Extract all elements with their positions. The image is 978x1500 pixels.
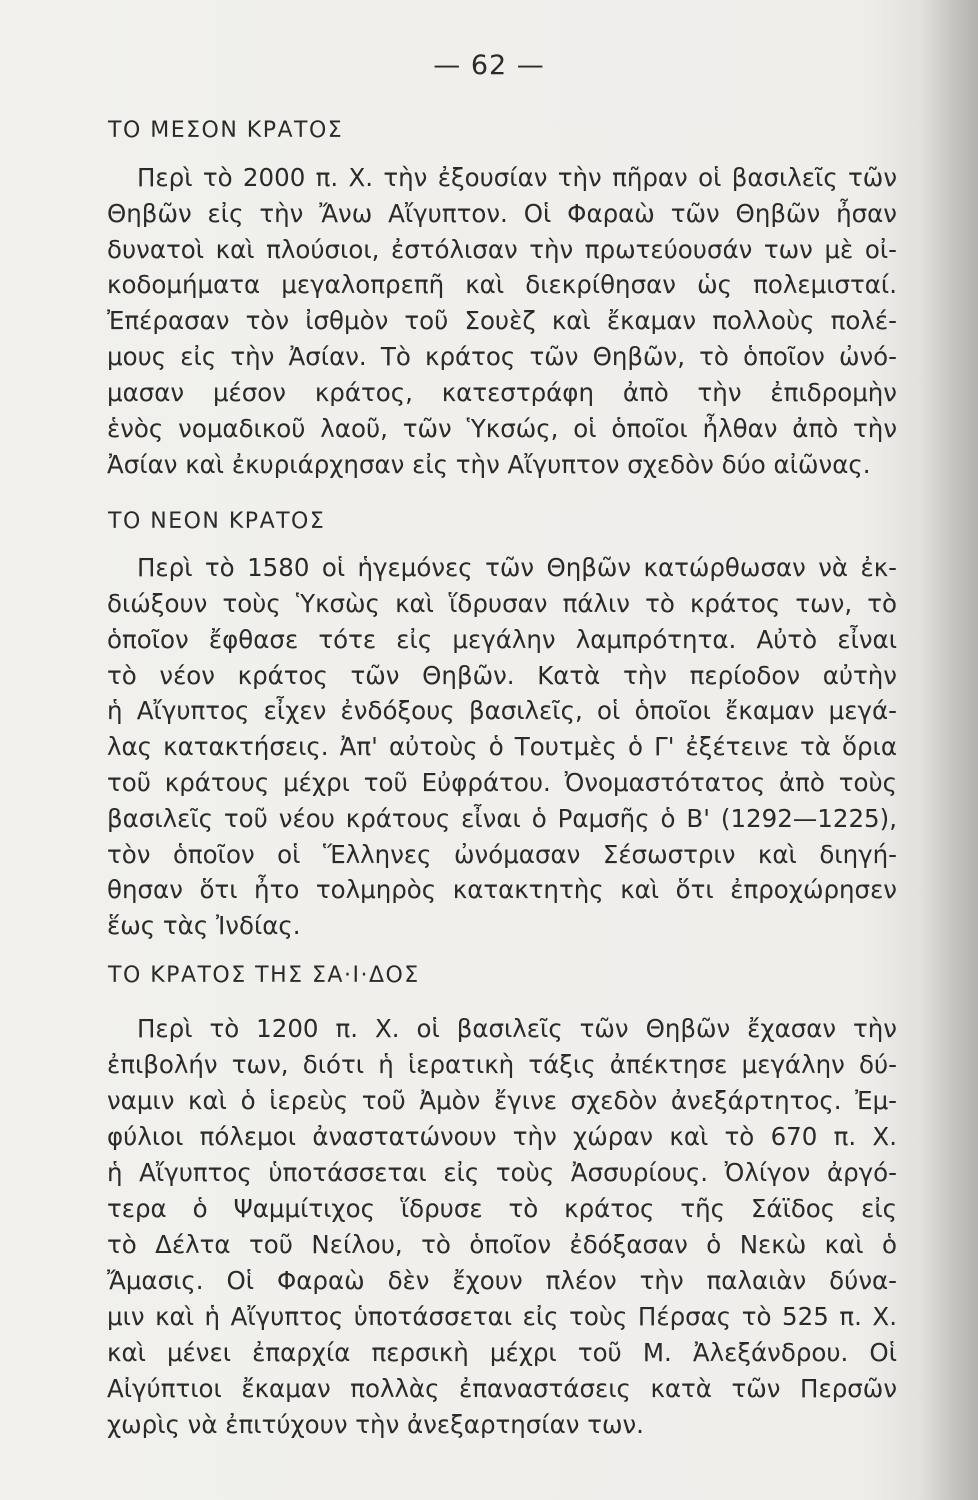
text-line: Περὶ τὸ 1200 π. Χ. οἱ βασιλεῖς τῶν Θηβῶν ἔχασαν τὴν bbox=[137, 1014, 897, 1043]
text-line: τοῦ κράτους μέχρι τοῦ Εὐφράτου. Ὀνομαστότατος ἀπὸ τοὺς bbox=[107, 768, 897, 797]
section-heading: ΤΟ ΚΡΑΤΟΣ ΤΗΣ ΣΑ·Ι·ΔΟΣ bbox=[108, 963, 420, 988]
section-heading: ΤΟ ΜΕΣΟΝ ΚΡΑΤΟΣ bbox=[108, 118, 344, 143]
text-line: ἐπιβολήν των, διότι ἡ ἱερατικὴ τάξις ἀπέκτησε μεγάλην δύ- bbox=[107, 1050, 897, 1079]
text-line: χωρὶς νὰ ἐπιτύχουν τὴν ἀνεξαρτησίαν των. bbox=[107, 1410, 644, 1439]
text-line: θησαν ὅτι ἦτο τολμηρὸς κατακτητὴς καὶ ὅτι ἐπροχώρησεν bbox=[107, 875, 897, 904]
text-line: τὸν ὁποῖον οἱ Ἕλληνες ὠνόμασαν Σέσωστριν καὶ διηγή- bbox=[107, 840, 897, 869]
text-line: μιν καὶ ἡ Αἴγυπτος ὑποτάσσεται εἰς τοὺς Πέρσας τὸ 525 π. Χ. bbox=[107, 1302, 897, 1331]
text-line: μασαν μέσον κράτος, κατεστράφη ἀπὸ τὴν ἐπιδρομὴν bbox=[107, 378, 897, 407]
text-line: ἡ Αἴγυπτος εἶχεν ἐνδόξους βασιλεῖς, οἱ ὁποῖοι ἔκαμαν μεγά- bbox=[107, 696, 897, 725]
text-line: Ἀσίαν καὶ ἐκυριάρχησαν εἰς τὴν Αἴγυπτον σχεδὸν δύο αἰῶνας. bbox=[107, 450, 871, 479]
section-heading: ΤΟ ΝΕΟΝ ΚΡΑΤΟΣ bbox=[108, 509, 326, 534]
text-line: ἕως τὰς Ἰνδίας. bbox=[107, 911, 301, 940]
text-line: τὸ Δέλτα τοῦ Νείλου, τὸ ὁποῖον ἐδόξασαν ὁ Νεκὼ καὶ ὁ bbox=[107, 1230, 897, 1259]
text-line: Ἐπέρασαν τὸν ἰσθμὸν τοῦ Σουὲζ καὶ ἔκαμαν πολλοὺς πολέ- bbox=[107, 306, 897, 335]
text-line: ναμιν καὶ ὁ ἱερεὺς τοῦ Ἀμὸν ἔγινε σχεδὸν ἀνεξάρτητος. Ἐμ- bbox=[107, 1086, 897, 1115]
text-line: Θηβῶν εἰς τὴν Ἄνω Αἴγυπτον. Οἱ Φαραὼ τῶν Θηβῶν ἦσαν bbox=[107, 199, 897, 228]
text-line: ἑνὸς νομαδικοῦ λαοῦ, τῶν Ὑκσώς, οἱ ὁποῖοι ἦλθαν ἀπὸ τὴν bbox=[107, 414, 897, 443]
text-line: διώξουν τοὺς Ὑκσὼς καὶ ἵδρυσαν πάλιν τὸ κράτος των, τὸ bbox=[107, 589, 897, 618]
text-line: κοδομήματα μεγαλοπρεπῆ καὶ διεκρίθησαν ὡς πολεμισταί. bbox=[107, 270, 897, 299]
text-line: φύλιοι πόλεμοι ἀναστατώνουν τὴν χώραν καὶ τὸ 670 π. Χ. bbox=[107, 1122, 897, 1151]
text-line: μους εἰς τὴν Ἀσίαν. Τὸ κράτος τῶν Θηβῶν, τὸ ὁποῖον ὠνό- bbox=[107, 342, 897, 371]
text-line: βασιλεῖς τοῦ νέου κράτους εἶναι ὁ Ραμσῆς ὁ Β' (1292—1225), bbox=[107, 804, 897, 833]
text-line: τὸ νέον κράτος τῶν Θηβῶν. Κατὰ τὴν περίοδον αὐτὴν bbox=[107, 661, 897, 690]
text-line: Περὶ τὸ 1580 οἱ ἡγεμόνες τῶν Θηβῶν κατώρθωσαν νὰ ἐκ- bbox=[137, 553, 897, 582]
text-line: καὶ μένει ἐπαρχία περσικὴ μέχρι τοῦ Μ. Ἀλεξάνδρου. Οἱ bbox=[107, 1338, 897, 1367]
text-line: ἡ Αἴγυπτος ὑποτάσσεται εἰς τοὺς Ἀσσυρίους. Ὀλίγον ἀργό- bbox=[107, 1158, 897, 1187]
text-line: Περὶ τὸ 2000 π. Χ. τὴν ἐξουσίαν τὴν πῆραν οἱ βασιλεῖς τῶν bbox=[137, 163, 897, 192]
page-number: — 62 — bbox=[433, 50, 545, 81]
text-line: Ἄμασις. Οἱ Φαραὼ δὲν ἔχουν πλέον τὴν παλαιὰν δύνα- bbox=[107, 1266, 897, 1295]
text-line: Αἰγύπτιοι ἔκαμαν πολλὰς ἐπαναστάσεις κατὰ τῶν Περσῶν bbox=[107, 1374, 897, 1403]
text-line: τερα ὁ Ψαμμίτιχος ἵδρυσε τὸ κράτος τῆς Σάϊδος εἰς bbox=[107, 1194, 897, 1223]
text-line: ὁποῖον ἔφθασε τότε εἰς μεγάλην λαμπρότητα. Αὐτὸ εἶναι bbox=[107, 625, 897, 654]
text-line: δυνατοὶ καὶ πλούσιοι, ἐστόλισαν τὴν πρωτεύουσάν των μὲ οἰ- bbox=[107, 235, 897, 264]
text-line: λας κατακτήσεις. Ἀπ' αὐτοὺς ὁ Τουτμὲς ὁ Γ' ἐξέτεινε τὰ ὅρια bbox=[107, 732, 897, 761]
